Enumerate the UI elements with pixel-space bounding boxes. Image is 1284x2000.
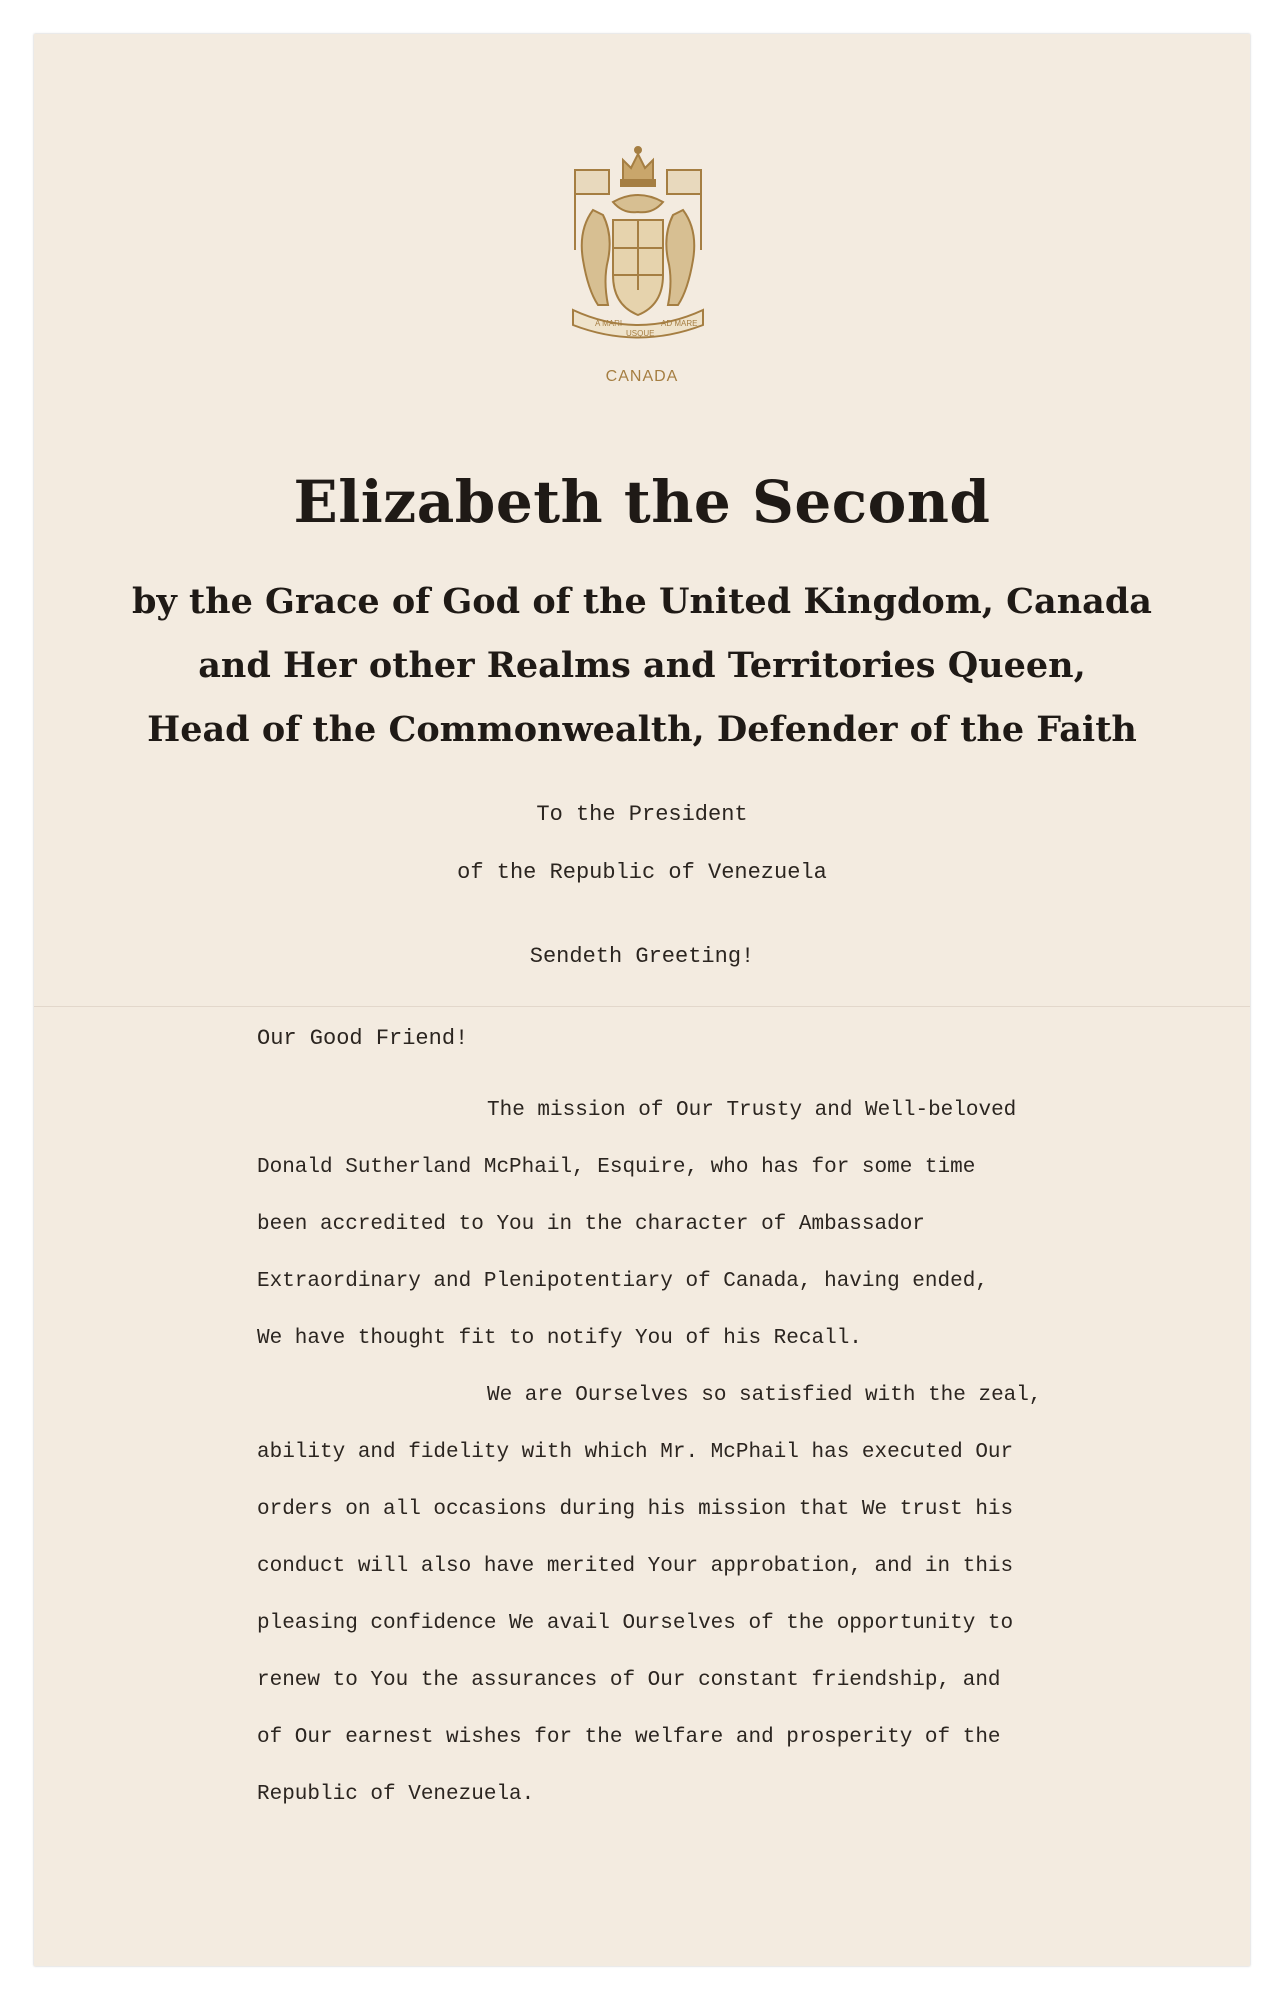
paragraph-2-line: ability and fidelity with which Mr. McPhail has executed Our — [257, 1441, 1014, 1464]
paragraph-2-line: Republic of Venezuela. — [257, 1783, 535, 1806]
motto-right: AD MARE — [661, 319, 698, 328]
motto-left: A MARI — [595, 319, 623, 328]
addressee-line-1: To the President — [536, 802, 748, 827]
salutation: Our Good Friend! — [257, 1026, 469, 1051]
royal-style-line: and Her other Realms and Territories Queen, — [198, 645, 1086, 686]
motto-center: USQUE — [626, 329, 655, 338]
royal-styles — [0, 570, 1284, 762]
sovereign-title: Elizabeth the Second — [293, 468, 991, 536]
paragraph-2-line: renew to You the assurances of Our constant friendship, and — [257, 1669, 1001, 1692]
greeting: Sendeth Greeting! — [529, 944, 755, 969]
paragraph-1-line: Donald Sutherland McPhail, Esquire, who has for some time — [257, 1156, 976, 1179]
crest-caption: CANADA — [605, 368, 679, 385]
paragraph-2-line: pleasing confidence We avail Ourselves of the opportunity to — [257, 1612, 1014, 1635]
royal-style-line: Head of the Commonwealth, Defender of the Faith — [147, 709, 1137, 750]
paragraph-1-line: The mission of Our Trusty and Well-beloved — [487, 1099, 1017, 1122]
fold-line — [34, 1006, 1250, 1007]
paragraph-1-line: Extraordinary and Plenipotentiary of Canada, having ended, — [257, 1270, 988, 1293]
addressee-line-2: of the Republic of Venezuela — [457, 860, 827, 885]
paragraph-2-line: orders on all occasions during his mission that We trust his — [257, 1498, 1014, 1521]
paragraph-2-line: conduct will also have merited Your approbation, and in this — [257, 1555, 1014, 1578]
royal-style-line: by the Grace of God of the United Kingdom, Canada — [132, 581, 1152, 622]
coat-of-arms-icon — [553, 140, 723, 350]
paragraph-2-line: of Our earnest wishes for the welfare and prosperity of the — [257, 1726, 1001, 1749]
paragraph-2-line: We are Ourselves so satisfied with the zeal, — [487, 1384, 1042, 1407]
paragraph-1-line: been accredited to You in the character of Ambassador — [257, 1213, 925, 1236]
paragraph-1-line: We have thought fit to notify You of his Recall. — [257, 1327, 862, 1350]
letter-body — [257, 1082, 1067, 1823]
